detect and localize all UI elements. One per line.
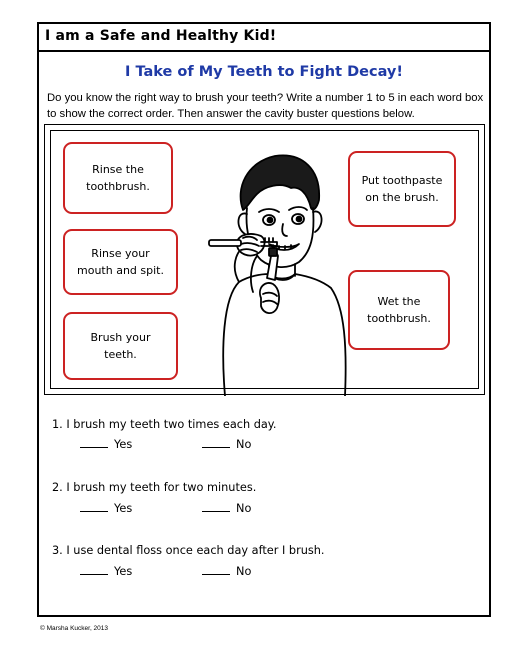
answer-blank-no[interactable] [202, 438, 230, 448]
copyright-notice: © Marsha Kucker, 2013 [40, 625, 109, 632]
answer-blank-yes[interactable] [80, 502, 108, 512]
step-label-line2: toothbrush. [367, 312, 431, 325]
step-label-line1: Rinse your [91, 247, 150, 260]
step-box-rinse-mouth[interactable] [63, 229, 178, 295]
answer-blank-no[interactable] [202, 565, 230, 575]
step-box-put-toothpaste[interactable] [348, 151, 456, 227]
instructions-text: Do you know the right way to brush your teeth? Write a number 1 to 5 in each word box to show the correct order. Then answer the cavity buster questions below. [47, 92, 484, 120]
question-2-text: 2. I brush my teeth for two minutes. [52, 481, 257, 494]
yes-option: Yes [114, 438, 133, 451]
answer-blank-yes[interactable] [80, 565, 108, 575]
page-title: I Take of My Teeth to Fight Decay! [125, 64, 403, 80]
answer-blank-yes[interactable] [80, 438, 108, 448]
step-box-brush-teeth[interactable] [63, 312, 178, 380]
worksheet-header: I am a Safe and Healthy Kid! [45, 28, 277, 44]
step-label-line1: Brush your [90, 331, 151, 344]
no-option: No [236, 438, 252, 451]
boy-brushing-teeth-illustration [195, 148, 355, 396]
answer-blank-no[interactable] [202, 502, 230, 512]
step-box-rinse-toothbrush[interactable] [63, 142, 173, 214]
step-label-line1: Rinse the [92, 163, 144, 176]
step-label-line2: toothbrush. [86, 180, 150, 193]
yes-option: Yes [114, 502, 133, 515]
step-label-line2: teeth. [104, 348, 137, 361]
yes-option: Yes [114, 565, 133, 578]
header-divider [37, 50, 491, 52]
step-box-wet-toothbrush[interactable] [348, 270, 450, 350]
no-option: No [236, 502, 252, 515]
step-label-line1: Wet the [377, 295, 421, 308]
step-label-line2: on the brush. [365, 191, 439, 204]
question-1-text: 1. I brush my teeth two times each day. [52, 418, 277, 431]
step-label-line1: Put toothpaste [361, 174, 443, 187]
step-label-line2: mouth and spit. [77, 264, 164, 277]
no-option: No [236, 565, 252, 578]
question-3-text: 3. I use dental floss once each day after I brush. [52, 544, 325, 557]
